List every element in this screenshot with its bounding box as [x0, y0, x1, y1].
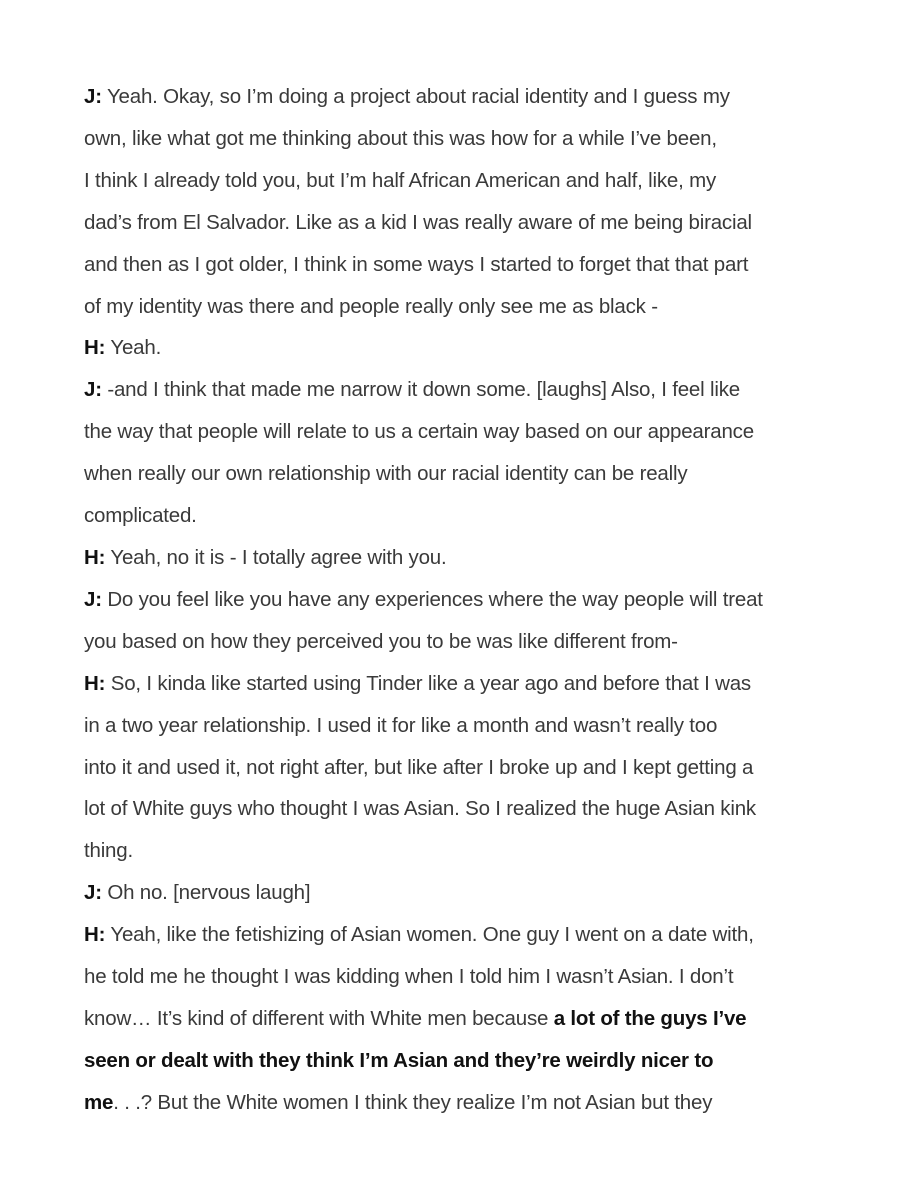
transcript-text: Yeah, like the fetishizing of Asian women. One guy I went on a date with, — [110, 923, 754, 947]
interview-transcript — [84, 76, 844, 1124]
transcript-line: into it and used it, not right after, but like after I broke up and I kept getting a — [84, 755, 754, 779]
transcript-line — [84, 872, 844, 914]
transcript-line: of my identity was there and people really only see me as black - — [84, 294, 658, 318]
transcript-text: Yeah, no it is - I totally agree with you. — [110, 545, 447, 569]
transcript-turn — [84, 369, 844, 537]
transcript-line: he told me he thought I was kidding when I told him I wasn’t Asian. I don’t — [84, 965, 734, 989]
transcript-line: I think I already told you, but I’m half African American and half, like, my — [84, 168, 717, 192]
transcript-line — [84, 998, 844, 1040]
emphasized-text: me — [84, 1090, 114, 1114]
transcript-text: Do you feel like you have any experiences where the way people will treat — [107, 587, 763, 611]
transcript-turn — [84, 327, 844, 369]
transcript-turn — [84, 663, 844, 873]
transcript-text: Yeah. Okay, so I’m doing a project about racial identity and I guess my — [106, 85, 730, 108]
emphasized-text: a lot of the guys I’ve — [553, 1006, 747, 1030]
transcript-turn — [84, 914, 844, 1124]
transcript-line: thing. — [84, 839, 133, 863]
transcript-text: -and I think that made me narrow it down some. [laughs] Also, I feel like — [107, 378, 740, 402]
speaker-label: H: — [84, 923, 106, 947]
speaker-label: J: — [84, 378, 102, 402]
transcript-line — [84, 369, 844, 411]
transcript-text: Oh no. [nervous laugh] — [107, 881, 311, 905]
transcript-turn — [84, 579, 844, 663]
transcript-text: Yeah. — [110, 336, 162, 360]
speaker-label: J: — [84, 85, 102, 108]
transcript-line — [84, 914, 844, 956]
transcript-text: know… It’s kind of different with White men because — [84, 1006, 554, 1030]
transcript-line — [84, 537, 844, 579]
transcript-line: when really our own relationship with our racial identity can be really — [84, 462, 688, 486]
transcript-line: you based on how they perceived you to be was like different from- — [84, 629, 678, 653]
transcript-text: So, I kinda like started using Tinder like a year ago and before that I was — [110, 671, 751, 695]
transcript-turn — [84, 76, 844, 327]
transcript-line — [84, 1082, 844, 1124]
speaker-label: J: — [84, 587, 102, 611]
transcript-line: complicated. — [84, 504, 197, 528]
emphasized-line: seen or dealt with they think I’m Asian and they’re weirdly nicer to — [84, 1048, 714, 1072]
transcript-line — [84, 327, 844, 369]
transcript-turn — [84, 537, 844, 579]
transcript-line: own, like what got me thinking about this was how for a while I’ve been, — [84, 126, 717, 150]
transcript-line — [84, 579, 844, 621]
speaker-label: H: — [84, 336, 106, 360]
transcript-line: the way that people will relate to us a certain way based on our appearance — [84, 420, 754, 444]
transcript-line: in a two year relationship. I used it for like a month and wasn’t really too — [84, 713, 718, 737]
transcript-line — [84, 663, 844, 705]
transcript-line: and then as I got older, I think in some ways I started to forget that that part — [84, 252, 749, 276]
transcript-turn — [84, 872, 844, 914]
transcript-line: lot of White guys who thought I was Asian. So I realized the huge Asian kink — [84, 797, 756, 821]
transcript-text: . . .? But the White women I think they realize I’m not Asian but they — [113, 1090, 713, 1114]
speaker-label: H: — [84, 671, 106, 695]
speaker-label: H: — [84, 545, 106, 569]
speaker-label: J: — [84, 881, 102, 905]
transcript-line: dad’s from El Salvador. Like as a kid I was really aware of me being biracial — [84, 210, 752, 234]
transcript-line — [84, 76, 844, 118]
